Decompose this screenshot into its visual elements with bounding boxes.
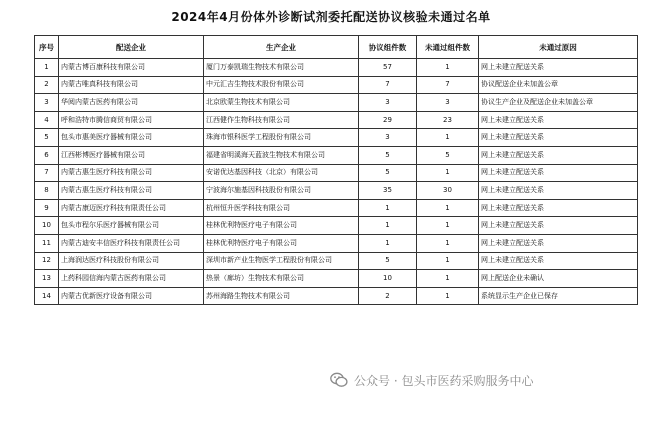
header-manufacturer: 生产企业 (204, 36, 359, 59)
header-distributor: 配送企业 (59, 36, 204, 59)
table-row (35, 164, 638, 182)
table-row (35, 76, 638, 94)
reason-cell: 网上未建立配送关系 (479, 199, 638, 217)
reason-cell: 网上未建立配送关系 (479, 111, 638, 129)
verification-table (34, 35, 638, 305)
table-row (35, 111, 638, 129)
agreements-cell: 29 (359, 111, 417, 129)
failed-cell: 1 (417, 252, 479, 270)
agreements-cell: 10 (359, 270, 417, 288)
failed-cell: 1 (417, 270, 479, 288)
table-row (35, 129, 638, 147)
distributor-cell: 上海润达医疗科技股份有限公司 (59, 252, 204, 270)
manufacturer-cell: 珠海市银科医学工程股份有限公司 (204, 129, 359, 147)
reason-cell: 协议配送企业未加盖公章 (479, 76, 638, 94)
distributor-cell: 华阅内蒙古医药有限公司 (59, 94, 204, 112)
manufacturer-cell: 福建省明溪海天蓝波生物技术有限公司 (204, 146, 359, 164)
row-index: 4 (35, 111, 59, 129)
reason-cell: 网上未建立配送关系 (479, 59, 638, 77)
row-index: 2 (35, 76, 59, 94)
failed-cell: 3 (417, 94, 479, 112)
header-index: 序号 (35, 36, 59, 59)
table-row (35, 234, 638, 252)
row-index: 1 (35, 59, 59, 77)
manufacturer-cell: 苏州海路生物技术有限公司 (204, 287, 359, 305)
manufacturer-cell: 中元汇吉生物技术股份有限公司 (204, 76, 359, 94)
manufacturer-cell: 深圳市新产业生物医学工程股份有限公司 (204, 252, 359, 270)
header-failed: 未通过组件数 (417, 36, 479, 59)
agreements-cell: 3 (359, 129, 417, 147)
failed-cell: 30 (417, 182, 479, 200)
manufacturer-cell: 厦门万泰凯瑞生物技术有限公司 (204, 59, 359, 77)
failed-cell: 1 (417, 234, 479, 252)
agreements-cell: 1 (359, 234, 417, 252)
reason-cell: 网上未建立配送关系 (479, 234, 638, 252)
manufacturer-cell: 江西健作生物科技有限公司 (204, 111, 359, 129)
manufacturer-cell: 桂林优利特医疗电子有限公司 (204, 234, 359, 252)
distributor-cell: 内蒙古唯真科技有限公司 (59, 76, 204, 94)
row-index: 10 (35, 217, 59, 235)
table-row (35, 270, 638, 288)
table-row (35, 199, 638, 217)
agreements-cell: 1 (359, 199, 417, 217)
agreements-cell: 5 (359, 252, 417, 270)
failed-cell: 1 (417, 287, 479, 305)
row-index: 9 (35, 199, 59, 217)
watermark-text: 公众号 · 包头市医药采购服务中心 (354, 373, 534, 388)
row-index: 11 (35, 234, 59, 252)
reason-cell: 系统显示生产企业已保存 (479, 287, 638, 305)
distributor-cell: 内蒙古迪安丰信医疗科技有限责任公司 (59, 234, 204, 252)
agreements-cell: 7 (359, 76, 417, 94)
reason-cell: 网上未建立配送关系 (479, 146, 638, 164)
failed-cell: 1 (417, 199, 479, 217)
distributor-cell: 包头市惠美医疗器械有限公司 (59, 129, 204, 147)
failed-cell: 23 (417, 111, 479, 129)
distributor-cell: 内蒙古惠生医疗科技有限公司 (59, 182, 204, 200)
manufacturer-cell: 杭州恒升医学科技有限公司 (204, 199, 359, 217)
reason-cell: 网上未建立配送关系 (479, 129, 638, 147)
agreements-cell: 35 (359, 182, 417, 200)
agreements-cell: 57 (359, 59, 417, 77)
reason-cell: 协议生产企业及配送企业未加盖公章 (479, 94, 638, 112)
agreements-cell: 5 (359, 164, 417, 182)
manufacturer-cell: 安诺优达基因科技（北京）有限公司 (204, 164, 359, 182)
row-index: 12 (35, 252, 59, 270)
table-row (35, 146, 638, 164)
table-row (35, 59, 638, 77)
manufacturer-cell: 桂林优利特医疗电子有限公司 (204, 217, 359, 235)
row-index: 3 (35, 94, 59, 112)
distributor-cell: 上药科园信海内蒙古医药有限公司 (59, 270, 204, 288)
failed-cell: 1 (417, 129, 479, 147)
row-index: 6 (35, 146, 59, 164)
distributor-cell: 江西彬博医疗器械有限公司 (59, 146, 204, 164)
document-title: 2024年4月份体外诊断试剂委托配送协议核验未通过名单 (171, 10, 491, 24)
distributor-cell: 包头市程尔乐医疗器械有限公司 (59, 217, 204, 235)
failed-cell: 1 (417, 59, 479, 77)
reason-cell: 网上未建立配送关系 (479, 252, 638, 270)
reason-cell: 网上配送企业未确认 (479, 270, 638, 288)
table-row (35, 252, 638, 270)
failed-cell: 5 (417, 146, 479, 164)
failed-cell: 1 (417, 164, 479, 182)
manufacturer-cell: 热景（廊坊）生物技术有限公司 (204, 270, 359, 288)
agreements-cell: 5 (359, 146, 417, 164)
watermark (330, 370, 533, 390)
agreements-cell: 3 (359, 94, 417, 112)
row-index: 5 (35, 129, 59, 147)
row-index: 13 (35, 270, 59, 288)
header-agreements: 协议组件数 (359, 36, 417, 59)
reason-cell: 网上未建立配送关系 (479, 217, 638, 235)
failed-cell: 7 (417, 76, 479, 94)
distributor-cell: 内蒙古惠生医疗科技有限公司 (59, 164, 204, 182)
distributor-cell: 内蒙古博百康科技有限公司 (59, 59, 204, 77)
agreements-cell: 2 (359, 287, 417, 305)
table-row (35, 94, 638, 112)
table-row (35, 287, 638, 305)
row-index: 8 (35, 182, 59, 200)
row-index: 14 (35, 287, 59, 305)
row-index: 7 (35, 164, 59, 182)
table-header-row (35, 36, 638, 59)
reason-cell: 网上未建立配送关系 (479, 164, 638, 182)
distributor-cell: 呼和浩特市腾信商贸有限公司 (59, 111, 204, 129)
distributor-cell: 内蒙古康迈医疗科技有限责任公司 (59, 199, 204, 217)
table-row (35, 182, 638, 200)
manufacturer-cell: 宁波海尔施基因科技股份有限公司 (204, 182, 359, 200)
reason-cell: 网上未建立配送关系 (479, 182, 638, 200)
failed-cell: 1 (417, 217, 479, 235)
table-row (35, 217, 638, 235)
header-reason: 未通过原因 (479, 36, 638, 59)
manufacturer-cell: 北京欧蒙生物技术有限公司 (204, 94, 359, 112)
agreements-cell: 1 (359, 217, 417, 235)
wechat-icon (330, 372, 348, 388)
distributor-cell: 内蒙古优新医疗设备有限公司 (59, 287, 204, 305)
